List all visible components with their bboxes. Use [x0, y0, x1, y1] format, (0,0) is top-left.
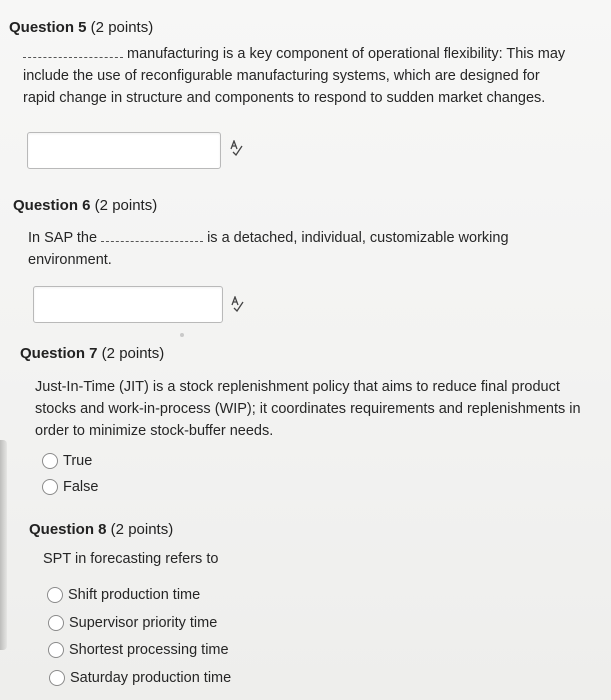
question-8-points: (2 points) — [106, 521, 174, 538]
question-5-label: Question 5 — [9, 19, 87, 36]
question-5-title — [9, 19, 153, 36]
question-5-line-3: rapid change in structure and components to respond to sudden market changes. — [23, 90, 546, 106]
question-6-text-before: In SAP the — [28, 230, 98, 246]
option-label: Shift production time — [68, 587, 201, 603]
radio-button[interactable] — [47, 587, 63, 603]
question-7-label: Question 7 — [20, 345, 98, 362]
option-label: Shortest processing time — [69, 642, 229, 658]
radio-button[interactable] — [48, 615, 64, 631]
stray-dot — [180, 333, 184, 337]
question-8-option-2[interactable] — [48, 615, 217, 631]
question-5-points: (2 points) — [86, 19, 154, 36]
question-8-option-3[interactable] — [48, 642, 229, 658]
radio-button[interactable] — [48, 642, 64, 658]
option-label: Saturday production time — [70, 670, 232, 686]
option-label: Supervisor priority time — [69, 615, 218, 631]
radio-button[interactable] — [42, 479, 58, 495]
question-6-text — [28, 227, 598, 271]
question-7-title — [20, 345, 164, 362]
fill-blank — [23, 45, 123, 58]
question-6-title — [13, 197, 157, 214]
spellcheck-icon[interactable] — [230, 296, 244, 312]
question-8-prompt: SPT in forecasting refers to — [43, 551, 219, 567]
question-8-title — [29, 521, 173, 538]
question-6-answer-input[interactable] — [33, 286, 223, 323]
question-8-option-4[interactable] — [49, 670, 231, 686]
question-6-label: Question 6 — [13, 197, 91, 214]
question-6-text-after: is a detached, individual, customizable working — [207, 230, 509, 246]
question-6-line-2: environment. — [28, 252, 112, 268]
question-7-line-2: stocks and work-in-process (WIP); it coordinates requirements and replenishments in — [35, 401, 581, 417]
fill-blank — [101, 229, 203, 242]
radio-button[interactable] — [49, 670, 65, 686]
question-7-line-3: order to minimize stock-buffer needs. — [35, 423, 274, 439]
question-8-option-1[interactable] — [47, 587, 200, 603]
left-edge-shadow — [0, 440, 7, 650]
question-7-line-1: Just-In-Time (JIT) is a stock replenishment policy that aims to reduce final product — [35, 379, 560, 395]
option-label: True — [63, 453, 93, 469]
radio-button[interactable] — [42, 453, 58, 469]
spellcheck-icon[interactable] — [229, 140, 243, 156]
question-8-text — [43, 548, 218, 570]
question-6-points: (2 points) — [90, 197, 158, 214]
question-5-text — [23, 43, 608, 109]
question-5-answer-input[interactable] — [27, 132, 221, 169]
question-8-label: Question 8 — [29, 521, 107, 538]
question-7-points: (2 points) — [97, 345, 165, 362]
question-5-line-1: manufacturing is a key component of operational flexibility: This may — [127, 46, 566, 62]
question-5-line-2: include the use of reconfigurable manufacturing systems, which are designed for — [23, 68, 540, 84]
question-7-option-false[interactable] — [42, 479, 98, 495]
question-7-text — [35, 376, 605, 442]
option-label: False — [63, 479, 99, 495]
question-7-option-true[interactable] — [42, 453, 92, 469]
